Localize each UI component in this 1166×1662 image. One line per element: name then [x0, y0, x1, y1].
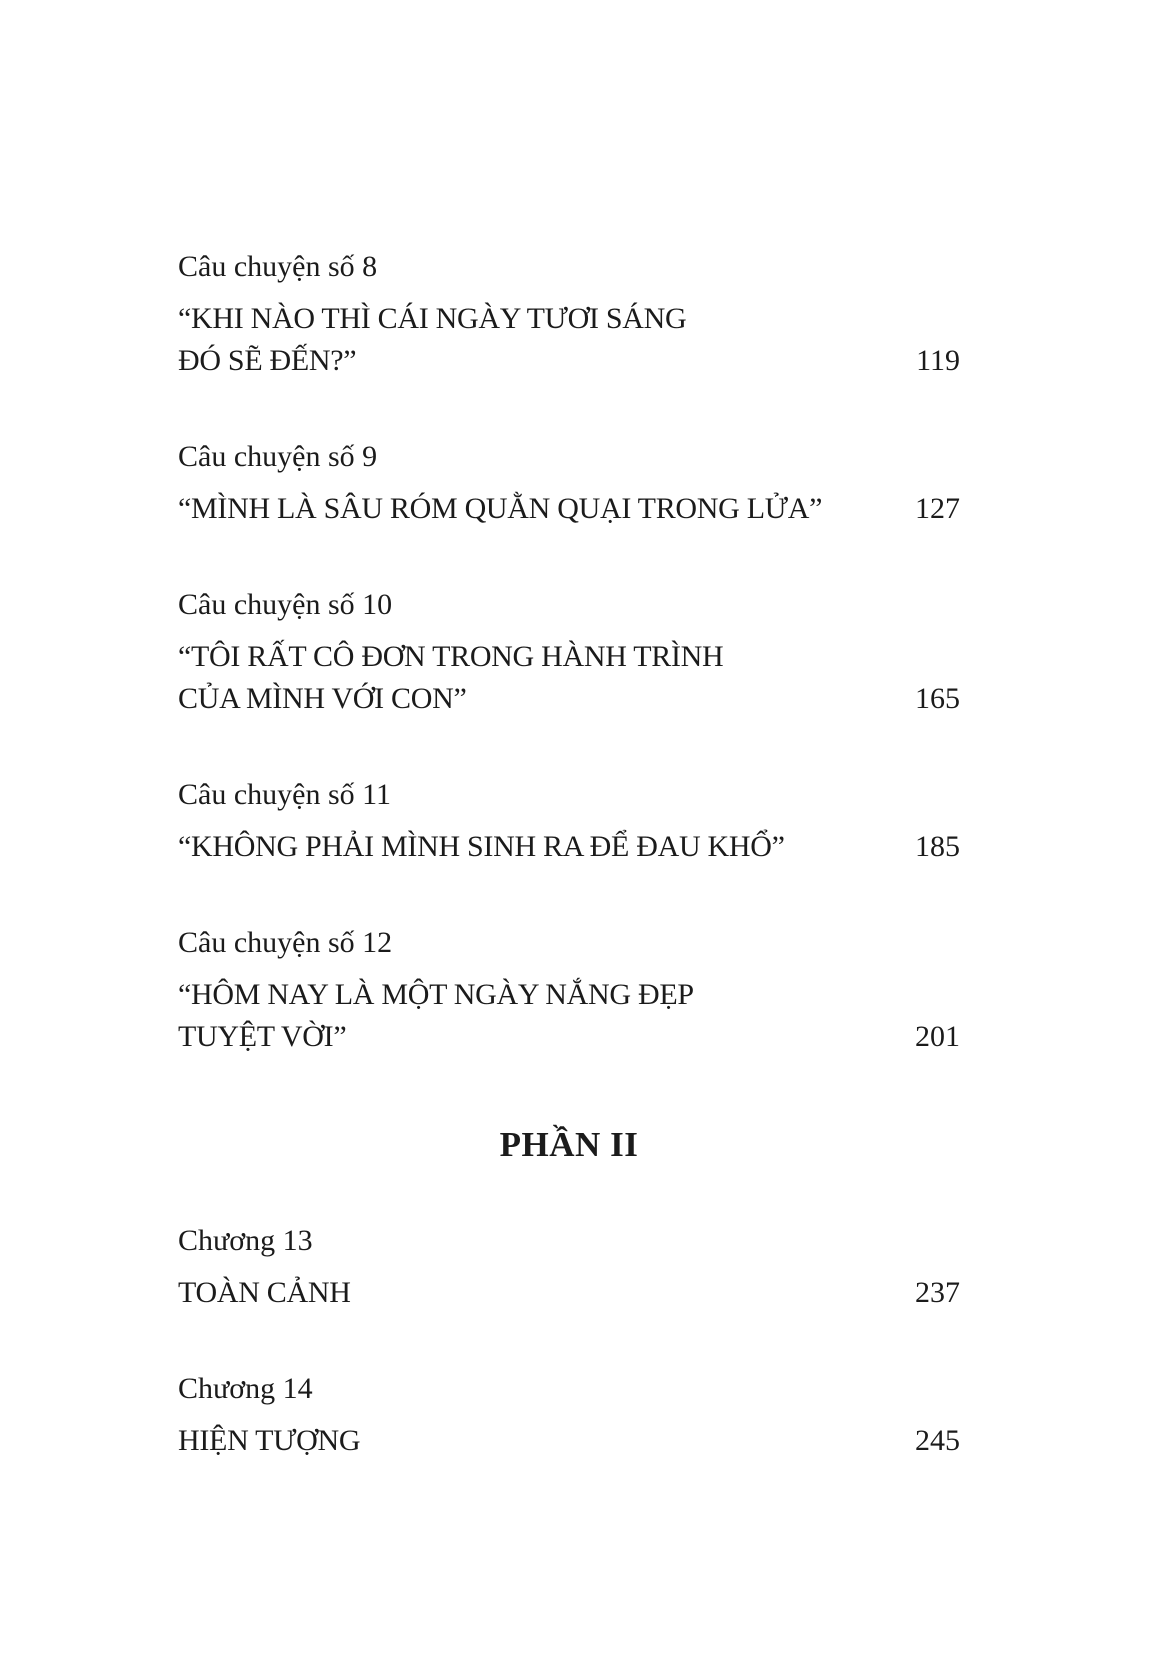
toc-entry-story-10: [178, 584, 960, 720]
chapter-title-line: HIỆN TƯỢNG: [178, 1424, 361, 1457]
story-label: Câu chuyện số 9: [178, 440, 378, 473]
story-title: [178, 488, 960, 530]
toc-content: [178, 246, 960, 1516]
story-label: Câu chuyện số 12: [178, 926, 393, 959]
story-title-line: “KHI NÀO THÌ CÁI NGÀY TƯƠI SÁNG: [178, 302, 687, 335]
page-number: 237: [915, 1276, 960, 1309]
toc-entry-story-11: [178, 774, 960, 868]
story-label: Câu chuyện số 10: [178, 588, 393, 621]
page-number: 119: [916, 344, 960, 377]
chapter-title-line: TOÀN CẢNH: [178, 1276, 351, 1309]
chapter-label: Chương 14: [178, 1372, 313, 1405]
story-title-line: ĐÓ SẼ ĐẾN?”: [178, 344, 357, 377]
story-title: [178, 826, 960, 868]
story-title-line: “HÔM NAY LÀ MỘT NGÀY NẮNG ĐẸP: [178, 978, 694, 1011]
story-title: [178, 636, 960, 720]
story-title-line: “KHÔNG PHẢI MÌNH SINH RA ĐỂ ĐAU KHỔ”: [178, 830, 785, 863]
title-page-row: [178, 1272, 960, 1314]
title-page-row: [178, 488, 960, 530]
part-heading: PHẦN II: [499, 1125, 639, 1164]
chapter-title: [178, 1420, 960, 1462]
page-number: 127: [915, 492, 960, 525]
story-title-line: “MÌNH LÀ SÂU RÓM QUẰN QUẠI TRONG LỬA”: [178, 492, 823, 525]
toc-entry-story-8: [178, 246, 960, 382]
page-number: 201: [915, 1020, 960, 1053]
story-title-line: “TÔI RẤT CÔ ĐƠN TRONG HÀNH TRÌNH: [178, 640, 724, 673]
toc-entry-story-12: [178, 922, 960, 1058]
toc-entry-story-9: [178, 436, 960, 530]
chapter-title: [178, 1272, 960, 1314]
chapter-label: Chương 13: [178, 1224, 313, 1257]
toc-entry-chapter-14: [178, 1368, 960, 1462]
story-title: [178, 298, 960, 382]
story-title-line: TUYỆT VỜI”: [178, 1020, 347, 1053]
story-label: Câu chuyện số 8: [178, 250, 378, 283]
title-page-row: [178, 1420, 960, 1462]
page-number: 245: [915, 1424, 960, 1457]
page-number: 185: [915, 830, 960, 863]
story-title: [178, 974, 960, 1058]
page-number: 165: [915, 682, 960, 715]
title-page-row: [178, 340, 960, 382]
toc-entry-chapter-13: [178, 1220, 960, 1314]
story-title-line: CỦA MÌNH VỚI CON”: [178, 682, 467, 715]
title-page-row: [178, 826, 960, 868]
story-label: Câu chuyện số 11: [178, 778, 392, 811]
title-page-row: [178, 1016, 960, 1058]
title-page-row: [178, 678, 960, 720]
